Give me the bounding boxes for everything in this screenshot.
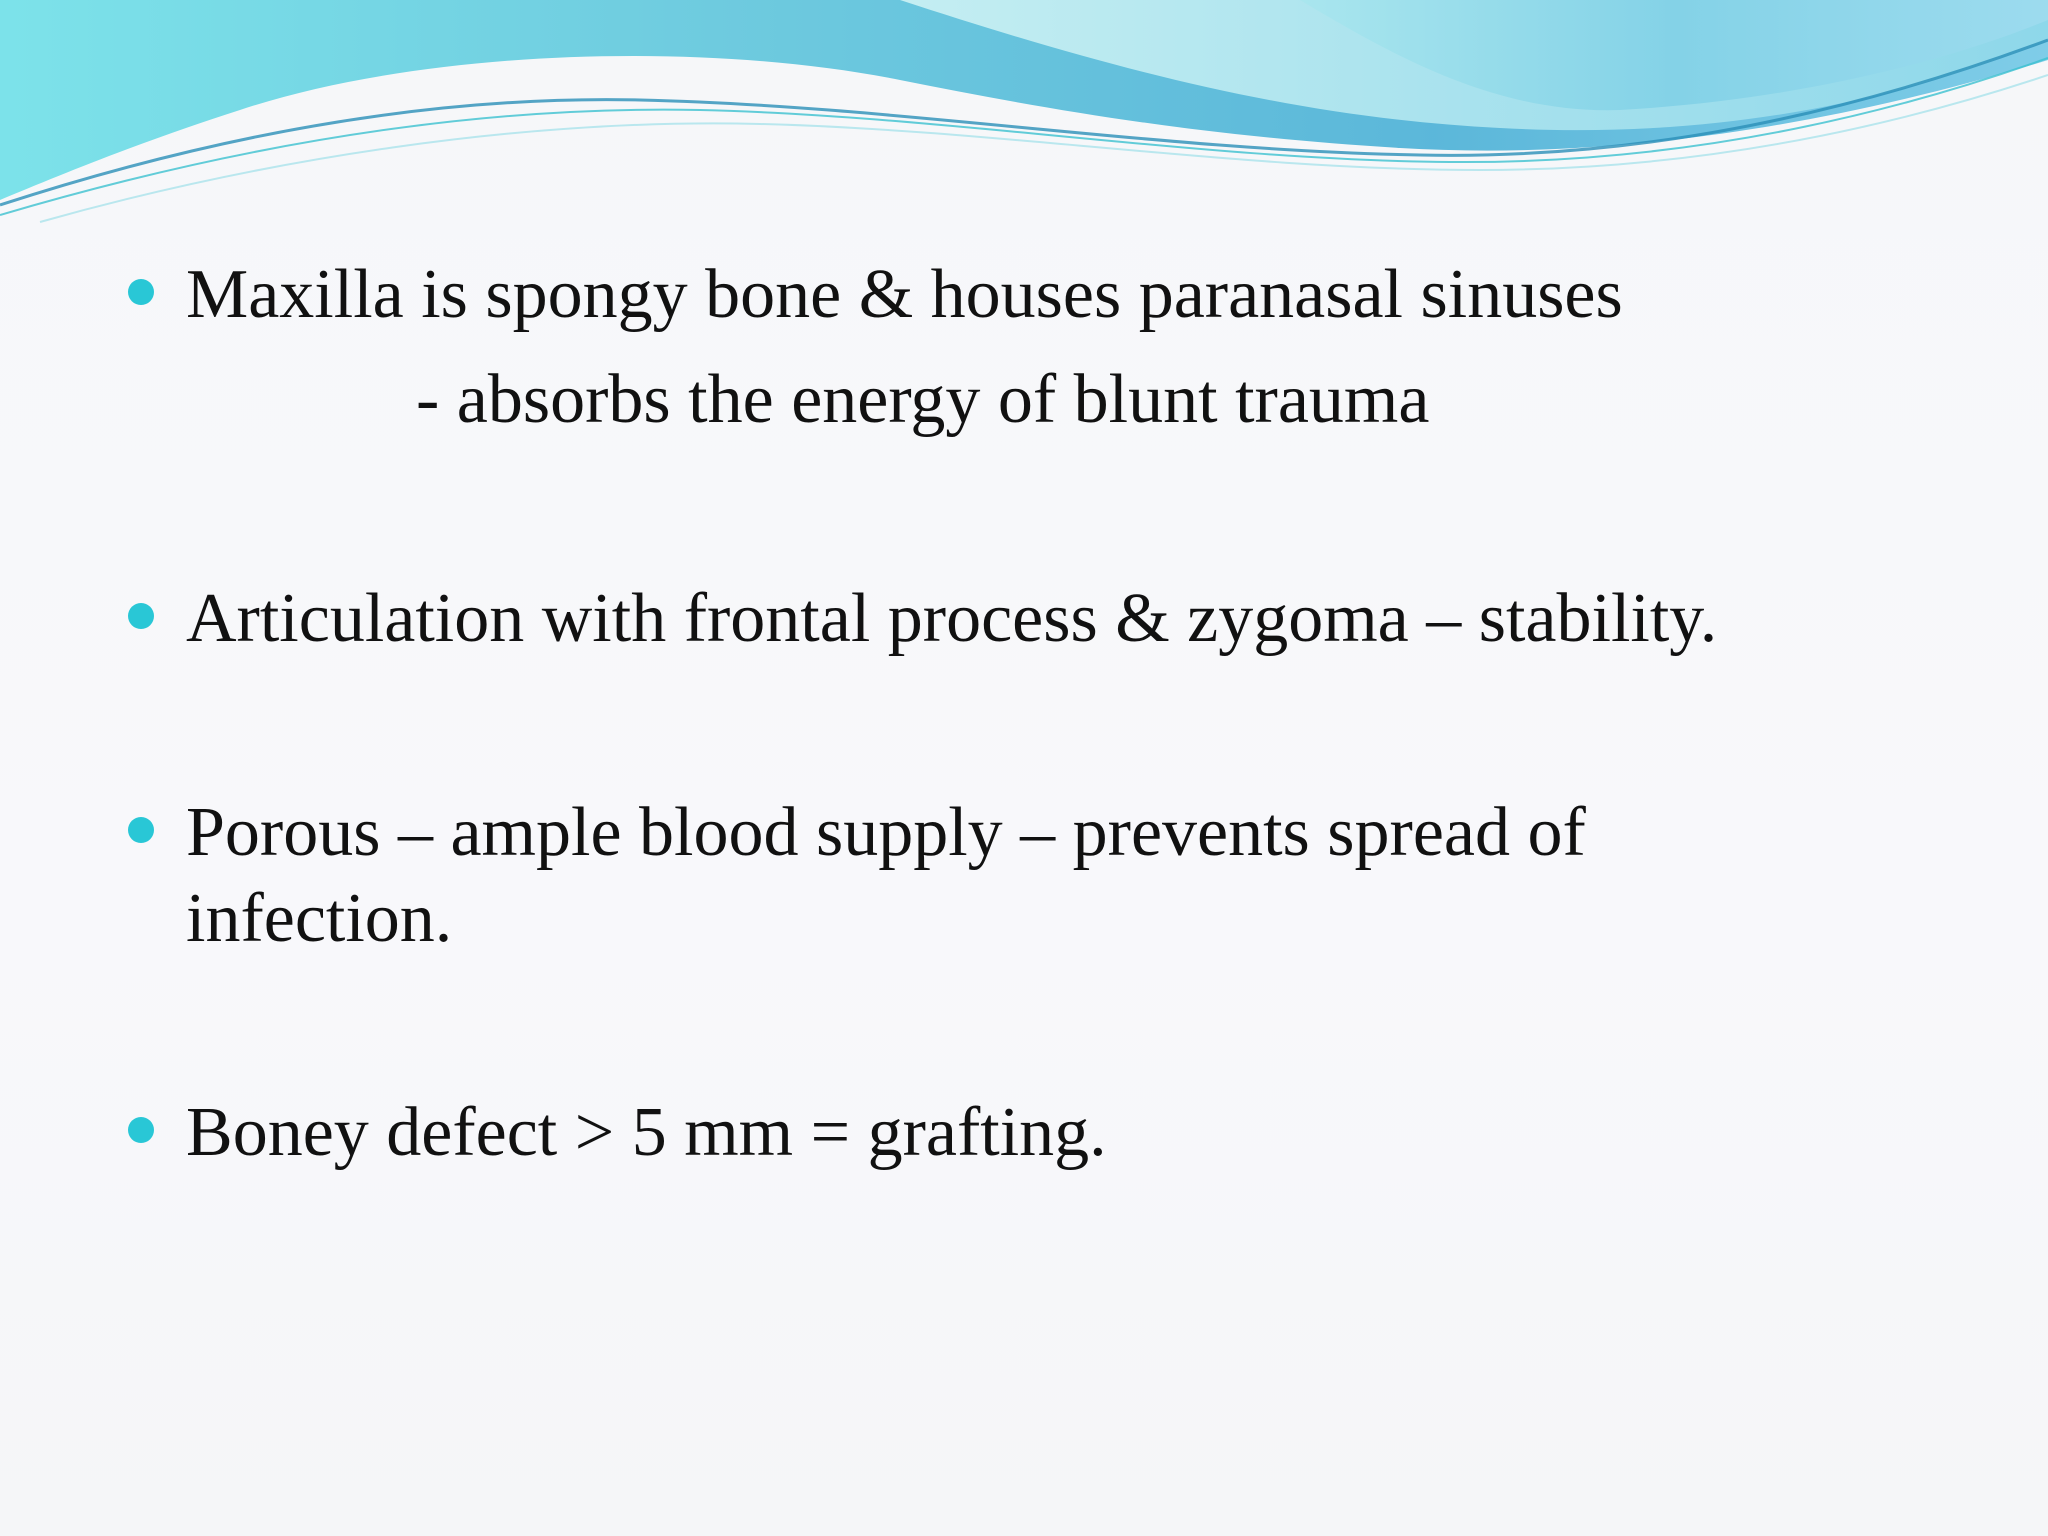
bullet-dot-icon [128, 1117, 154, 1143]
bullet-text: Porous – ample blood supply – prevents spread of infection. [186, 794, 1586, 957]
bullet-text: Boney defect > 5 mm = grafting. [186, 1094, 1107, 1171]
bullet-dot-icon [128, 603, 154, 629]
bullet-text: Maxilla is spongy bone & houses paranasal sinuses [186, 256, 1623, 333]
bullet-item [128, 252, 1828, 443]
bullet-item [128, 1090, 1828, 1176]
bullet-item [128, 576, 1828, 662]
bullet-item [128, 790, 1828, 962]
bullet-text: Articulation with frontal process & zygoma – stability. [186, 580, 1718, 657]
bullet-dot-icon [128, 279, 154, 305]
bullet-sub-text: - absorbs the energy of blunt trauma [416, 361, 1430, 438]
bullet-dot-icon [128, 817, 154, 843]
